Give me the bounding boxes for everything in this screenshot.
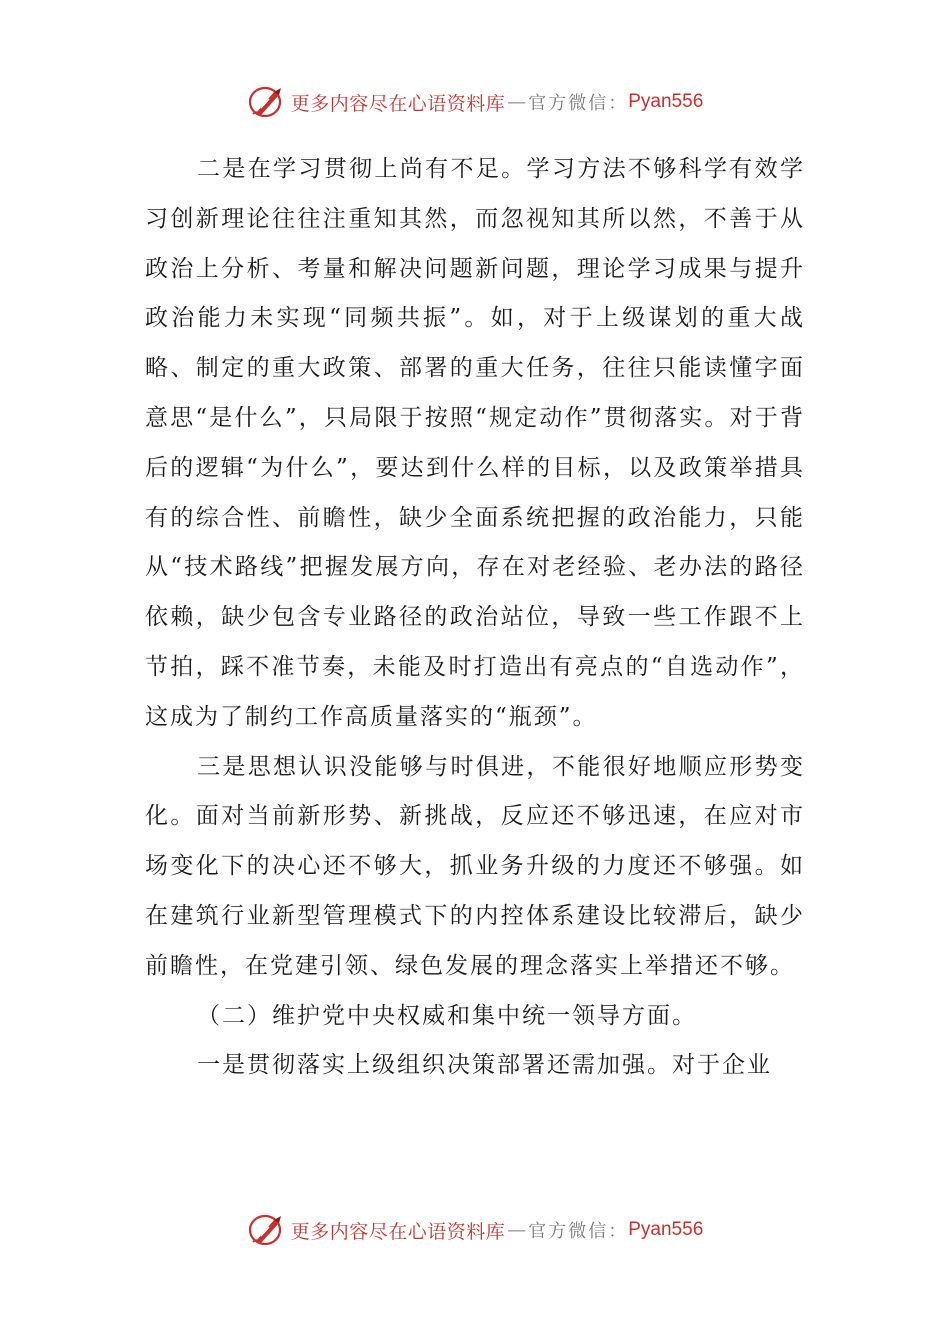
- banner-wechat-id: Pyan556: [628, 1219, 704, 1240]
- banner-separator: —: [507, 1219, 527, 1241]
- banner-wechat-id: Pyan556: [628, 91, 704, 112]
- document-body: [145, 145, 805, 1091]
- banner-label: 官方微信：: [528, 1221, 629, 1242]
- banner-label: 官方微信：: [528, 93, 629, 114]
- banner-separator: —: [507, 91, 527, 113]
- section-heading-central-authority: （二）维护党中央权威和集中统一领导方面。: [197, 1002, 697, 1029]
- paragraph-study-shortfall: 二是在学习贯彻上尚有不足。学习方法不够科学有效学习创新理论往往注重知其然，而忽视知其所以然，不善于从政治上分析、考量和解决问题新问题，理论学习成果与提升政治能力未实现“同频共振”。如，对于上级谋划的重大战略、制定的重大政策、部署的重大任务，往往只能读懂字面意思“是什么”，只局限于按照“规定动作”贯彻落实。对于背后的逻辑“为什么”，要达到什么样的目标，以及政策举措具有的综合性、前瞻性，缺少全面系统把握的政治能力，只能从“技术路线”把握发展方向，存在对老经验、老办法的路径依赖，缺少包含专业路径的政治站位，导致一些工作跟不上节拍，踩不准节奏，未能及时打造出有亮点的“自选动作”，这成为了制约工作高质量落实的“瓶颈”。: [145, 156, 805, 730]
- paragraph-implementation: 一是贯彻落实上级组织决策部署还需加强。对于企业: [197, 1052, 772, 1079]
- footer-banner: [0, 1210, 950, 1250]
- banner-text: 更多内容尽在心语资料库: [290, 92, 506, 115]
- banner-text: 更多内容尽在心语资料库: [290, 1220, 506, 1243]
- header-banner: [0, 82, 950, 122]
- paragraph-thinking-not-updated: 三是思想认识没能够与时俱进，不能很好地顺应形势变化。面对当前新形势、新挑战，反应还不够迅速，在应对市场变化下的决心还不够大，抓业务升级的力度还不够强。如在建筑行业新型管理模式下的内控体系建设比较滞后，缺少前瞻性，在党建引领、绿色发展的理念落实上举措还不够。: [145, 753, 805, 979]
- pen-nib-logo-icon: [247, 84, 287, 120]
- pen-nib-logo-icon: [247, 1212, 287, 1248]
